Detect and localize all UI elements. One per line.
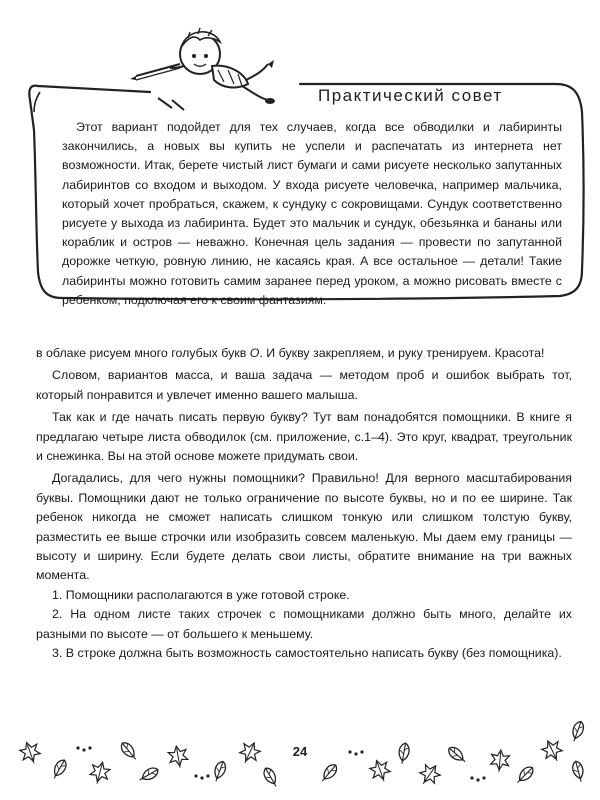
child-lying-with-pencil-icon [128, 14, 278, 114]
paragraph-1-start: в облаке рисуем много голубых букв [36, 346, 250, 360]
list-item-3: 3. В строке должна быть возможность самостоятельно написать букву (без помощника). [52, 646, 562, 661]
list-item-1: 1. Помощники располагаются в уже готовой строке. [52, 587, 350, 602]
paragraph-1-end: . И букву закрепляем, и руку тренируем. Красота! [259, 346, 545, 360]
list-item-2: 2. На одном листе таких строчек с помощниками должно быть много, делайте их разными по высоте — от большего к меньшему. [36, 607, 572, 641]
paragraph-3: Так как и где начать писать первую букву? Тут вам понадобятся помощники. В книге я предлагаю четыре листа обводилок (см. приложение, с.1–4). Это круг, квадрат, треугольник и снежинка. Вы на этой основе можете придумать свои. [36, 410, 572, 464]
page-number: 24 [292, 744, 308, 759]
main-text [36, 344, 572, 664]
tip-title: Практический совет [318, 86, 503, 105]
tip-text: Этот вариант подойдет для тех случаев, когда все обводилки и лабиринты закончились, а новых вы купить не успели и распечатать из интернета нет возможности. Итак, берете чистый лист бумаги и сами рисуете несколько запутанных лабиринтов со входом и выходом. У входа рисуете человечка, например мальчика, который хочет пробраться, скажем, к сундуку с сокровищами. Сундук соответственно рисуете у выхода из лабиринта. Будет это мальчик и сундук, обезьянка и бананы или кораблик и остров — неважно. Конечная цель задания — провести по запутанной дорожке четкую, ровную линию, не касаясь края. А все остальное — детали! Такие лабиринты можно готовить самим заранее перед уроком, а можно рисовать вместе с ребенком, подключая его к своим фантазиям. [62, 120, 562, 307]
paragraph-2: Словом, вариантов масса, и ваша задача — методом проб и ошибок выбрать тот, который понравится и увлечет именно вашего малыша. [36, 368, 572, 402]
letter-o: О [249, 346, 260, 360]
paragraph-1 [36, 344, 572, 363]
paragraph-4: Догадались, для чего нужны помощники? Правильно! Для верного масштабирования буквы. Помощники дают не только ограничение по высоте буквы, но и по ее ширине. Так ребенок никогда не сможет написать слишком тонкую или слишком толстую букву, разместить ее выше строчки или изобразить совсем маленькую. Мы даем ему границы — высоту и ширину. Если будете делать свои листы, обратите внимание на три важных момента. [36, 471, 572, 583]
